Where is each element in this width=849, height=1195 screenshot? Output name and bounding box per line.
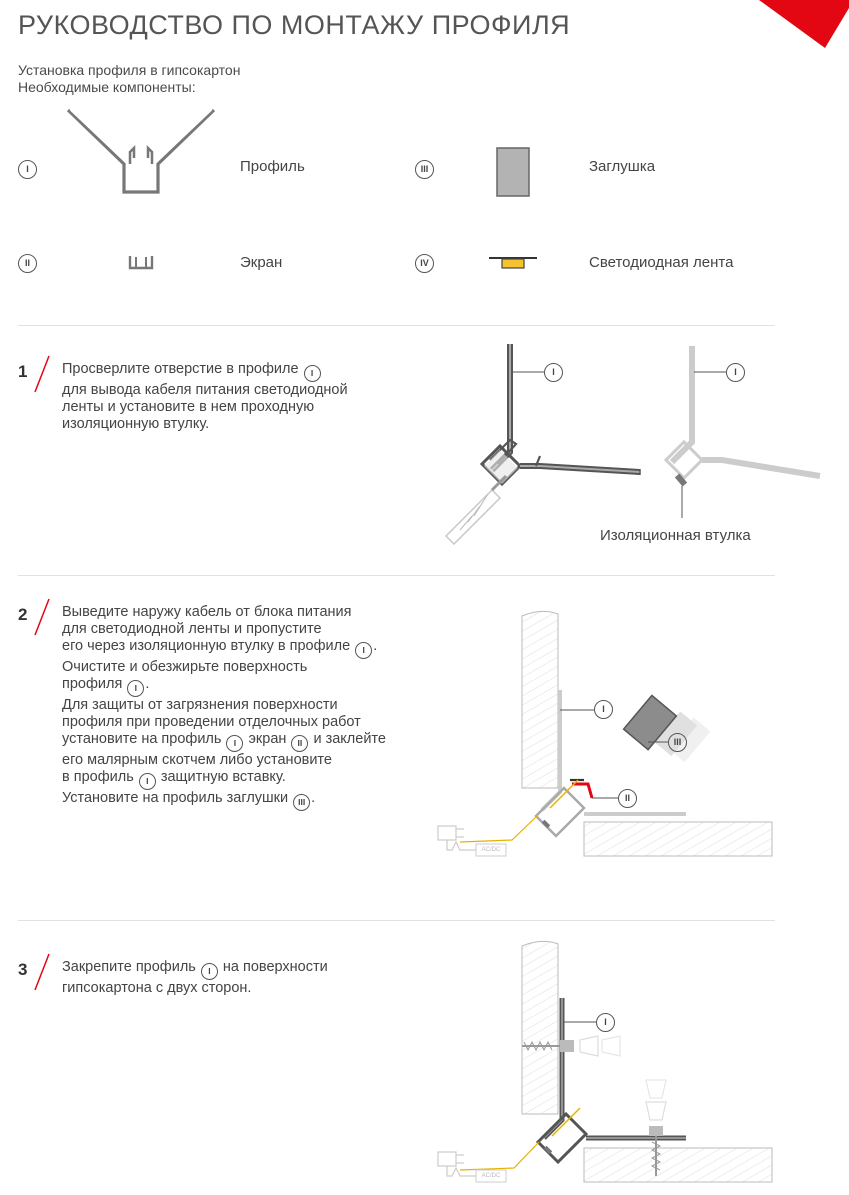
divider — [18, 920, 775, 921]
step-line: его через изоляционную втулку в профиле I . — [62, 638, 386, 659]
step2-illustration — [432, 600, 777, 862]
step-line: его малярным скотчем либо установите — [62, 752, 332, 768]
inline-numeral: I — [226, 735, 243, 752]
callout-numeral-ii: II — [618, 789, 637, 808]
step-number: 3 — [18, 960, 28, 979]
sleeve-label: Изоляционная втулка — [600, 527, 751, 544]
callout-numeral-iii: III — [668, 733, 687, 752]
callout-numeral-i: I — [596, 1013, 615, 1032]
subtitle-line-1: Установка профиля в гипсокартон — [18, 62, 241, 78]
component-numeral-iii: III — [415, 160, 434, 179]
component-label-end-cap: Заглушка — [589, 158, 656, 175]
subtitle — [18, 62, 240, 96]
inline-numeral: I — [304, 365, 321, 382]
component-label-led-strip: Светодиодная лента — [589, 254, 734, 271]
inline-numeral: I — [127, 680, 144, 697]
callout-numeral-i: I — [544, 363, 563, 382]
step-line: профиля при проведении отделочных работ — [62, 714, 361, 730]
step-line: изоляционную втулку. — [62, 416, 210, 432]
inline-numeral: III — [293, 794, 310, 811]
component-numeral-i: I — [18, 160, 37, 179]
inline-numeral: I — [201, 963, 218, 980]
step-line: установите на профиль I экран II и заклейте — [62, 731, 386, 752]
subtitle-line-2: Необходимые компоненты: — [18, 79, 196, 95]
step-line: Выведите наружу кабель от блока питания — [62, 604, 352, 620]
screen-icon — [128, 254, 154, 270]
step-line: Установите на профиль заглушки III . — [62, 790, 386, 811]
slash-icon — [32, 952, 52, 992]
step-text — [62, 604, 386, 811]
slash-icon — [32, 354, 52, 394]
page-title: РУКОВОДСТВО ПО МОНТАЖУ ПРОФИЛЯ — [18, 10, 571, 40]
step-text — [62, 959, 328, 997]
end-cap-icon — [496, 147, 530, 197]
inline-numeral: II — [291, 735, 308, 752]
inline-numeral: I — [355, 642, 372, 659]
step-line: для вывода кабеля питания светодиодной — [62, 382, 348, 398]
step-line: Просверлите отверстие в профиле I — [62, 361, 348, 382]
inline-numeral: I — [139, 773, 156, 790]
callout-numeral-i: I — [726, 363, 745, 382]
profile-icon — [66, 108, 216, 202]
component-numeral-iv: IV — [415, 254, 434, 273]
led-strip-icon — [488, 254, 538, 270]
divider — [18, 575, 775, 576]
callout-numeral-i: I — [594, 700, 613, 719]
slash-icon — [32, 597, 52, 637]
step3-illustration — [432, 936, 777, 1186]
component-label-screen: Экран — [240, 254, 283, 271]
step-line: Для защиты от загрязнения поверхности — [62, 697, 338, 713]
step-line: для светодиодной ленты и пропустите — [62, 621, 322, 637]
drill-icon — [446, 476, 506, 544]
step1-illustration — [440, 340, 830, 555]
component-label-profile: Профиль — [240, 158, 305, 175]
step-line: ленты и установите в нем проходную — [62, 399, 315, 415]
step-line: Закрепите профиль I на поверхности — [62, 959, 328, 980]
step-line: профиля I . — [62, 676, 386, 697]
step-line: гипсокартона с двух сторон. — [62, 980, 252, 996]
acdc-label: AC/DC — [481, 847, 501, 853]
component-numeral-ii: II — [18, 254, 37, 273]
step-line: Очистите и обезжирьте поверхность — [62, 659, 308, 675]
corner-triangle-icon — [759, 0, 849, 48]
divider — [18, 325, 775, 326]
step-text — [62, 361, 348, 433]
acdc-label: AC/DC — [481, 1173, 501, 1179]
step-number: 1 — [18, 362, 28, 381]
step-number: 2 — [18, 605, 28, 624]
step-line: в профиль I защитную вставку. — [62, 769, 386, 790]
